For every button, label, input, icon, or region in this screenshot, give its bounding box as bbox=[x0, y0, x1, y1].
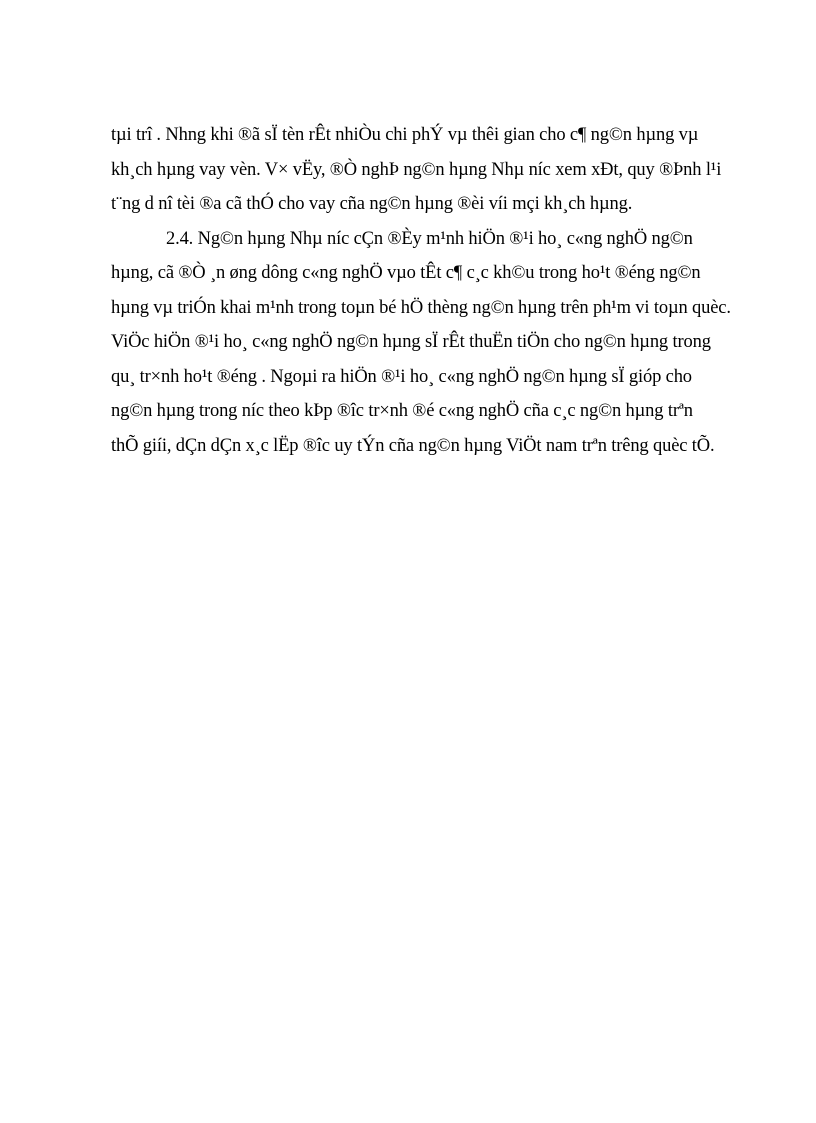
paragraph-line: ViÖc hiÖn ®¹i ho¸ c«ng nghÖ ng©n hµng sÏ rÊt thuËn tiÖn cho ng©n hµng trong bbox=[111, 332, 711, 352]
paragraph-line: kh¸ch hµng vay vèn. V× vËy, ®Ò nghÞ ng©n hµng Nhµ níc xem xÐt, quy ®Þnh l¹i bbox=[111, 160, 722, 180]
paragraph-line: qu¸ tr×nh ho¹t ®éng . Ngoµi ra hiÖn ®¹i ho¸ c«ng nghÖ ng©n hµng sÏ gióp cho bbox=[111, 367, 692, 387]
paragraph-line: thÕ giíi, dÇn dÇn x¸c lËp ®îc uy tÝn cña ng©n hµng ViÖt nam trªn trêng quèc tÕ. bbox=[111, 436, 715, 456]
paragraph-line: ng©n hµng trong níc theo kÞp ®îc tr×nh ®é c«ng nghÖ cña c¸c ng©n hµng trªn bbox=[111, 401, 693, 421]
paragraph-line: 2.4. Ng©n hµng Nhµ níc cÇn ®Èy m¹nh hiÖn ®¹i ho¸ c«ng nghÖ ng©n bbox=[166, 229, 693, 249]
paragraph-line: hµng vµ triÓn khai m¹nh trong toµn bé hÖ thèng ng©n hµng trên ph¹m vi toµn quèc. bbox=[111, 298, 731, 318]
paragraph-line: t¨ng d nî tèi ®a cã thÓ cho vay cña ng©n hµng ®èi víi mçi kh¸ch hµng. bbox=[111, 194, 633, 214]
paragraph-line: hµng, cã ®Ò ¸n øng dông c«ng nghÖ vµo tÊt c¶ c¸c kh©u trong ho¹t ®éng ng©n bbox=[111, 263, 701, 283]
paragraph-line: tµi trî . Nhng khi ®ã sÏ tèn rÊt nhiÒu chi phÝ vµ thêi gian cho c¶ ng©n hµng vµ bbox=[111, 125, 699, 145]
